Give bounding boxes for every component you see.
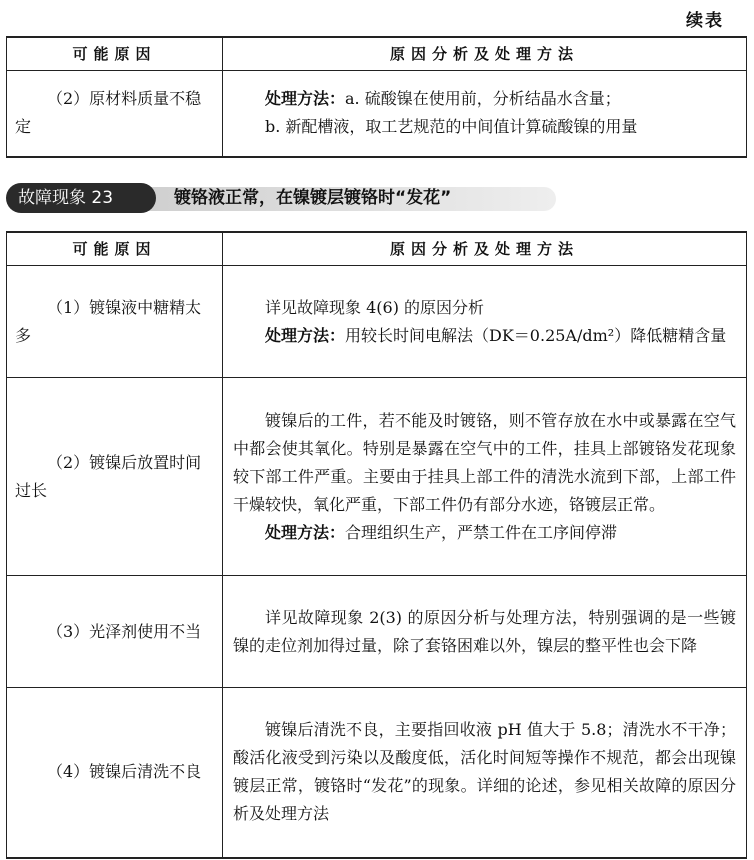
fault-heading [6, 183, 566, 215]
cause-text: （1）镀镍液中糖精太多 [15, 297, 202, 345]
method-text: 用较长时间电解法（DK＝0.25A/dm²）降低糖精含量 [345, 325, 727, 345]
header-cause: 可能原因 [7, 37, 223, 71]
analysis-cell [223, 378, 747, 576]
table-header-row [7, 232, 747, 266]
analysis-text: 镀镍后的工件，若不能及时镀铬，则不管存放在水中或暴露在空气中都会使其氧化。特别是暴露在空气中的工件，挂具上部镀铬发花现象较下部工件严重。主要由于挂具上部工件的清洗水流到下部，上部工件干燥较快，氧化严重，下部工件仍有部分水迹，铬镀层正常。 [233, 410, 736, 514]
cause-cell [7, 378, 223, 576]
analysis-cell [223, 576, 747, 688]
method-line [233, 85, 736, 113]
analysis-cell [223, 71, 747, 157]
cause-cell [7, 576, 223, 688]
analysis-cell [223, 266, 747, 378]
table-row [7, 378, 747, 576]
cause-text: （2）原材料质量不稳定 [15, 89, 202, 137]
analysis-text: 详见故障现象 4(6) 的原因分析 [265, 297, 485, 317]
table-row [7, 688, 747, 858]
method-text: 合理组织生产，严禁工件在工序间停滞 [345, 522, 618, 542]
method-line-2: b. 新配槽液，取工艺规范的中间值计算硫酸镍的用量 [265, 117, 638, 137]
cause-text: （4）镀镍后清洗不良 [47, 762, 202, 782]
method-line [233, 322, 736, 350]
method-label: 处理方法： [265, 325, 346, 345]
header-analysis: 原因分析及处理方法 [223, 37, 747, 71]
cause-cell [7, 688, 223, 858]
table-row [7, 71, 747, 157]
cause-cell [7, 71, 223, 157]
analysis-text: 详见故障现象 2(3) 的原因分析与处理方法，特别强调的是一些镀镍的走位剂加得过量，除了套铬困难以外，镍层的整平性也会下降 [233, 607, 736, 655]
header-cause: 可能原因 [7, 232, 223, 266]
cause-cell [7, 266, 223, 378]
table-continued [6, 36, 747, 158]
method-label: 处理方法： [265, 522, 346, 542]
analysis-text: 镀镍后清洗不良，主要指回收液 pH 值大于 5.8；清洗水不干净；酸活化液受到污染以及酸度低，活化时间短等操作不规范，都会出现镍镀层正常，镀铬时“发花”的现象。详细的论述，参见相关故障的原因分析及处理方法 [233, 720, 736, 824]
cause-text: （3）光泽剂使用不当 [47, 621, 202, 641]
continued-label: 续表 [686, 11, 724, 31]
table-fault-23 [6, 231, 747, 859]
analysis-cell [223, 688, 747, 858]
table-row [7, 266, 747, 378]
method-label: 处理方法： [265, 89, 346, 109]
method-text-1: a. 硫酸镍在使用前，分析结晶水含量； [345, 89, 621, 109]
table-header-row [7, 37, 747, 71]
header-analysis: 原因分析及处理方法 [223, 232, 747, 266]
cause-text: （2）镀镍后放置时间过长 [15, 452, 202, 500]
fault-badge: 故障现象 23 [6, 183, 156, 213]
fault-title: 镀铬液正常，在镍镀层镀铬时“发花” [174, 188, 452, 208]
method-line [233, 519, 736, 547]
table-row [7, 576, 747, 688]
